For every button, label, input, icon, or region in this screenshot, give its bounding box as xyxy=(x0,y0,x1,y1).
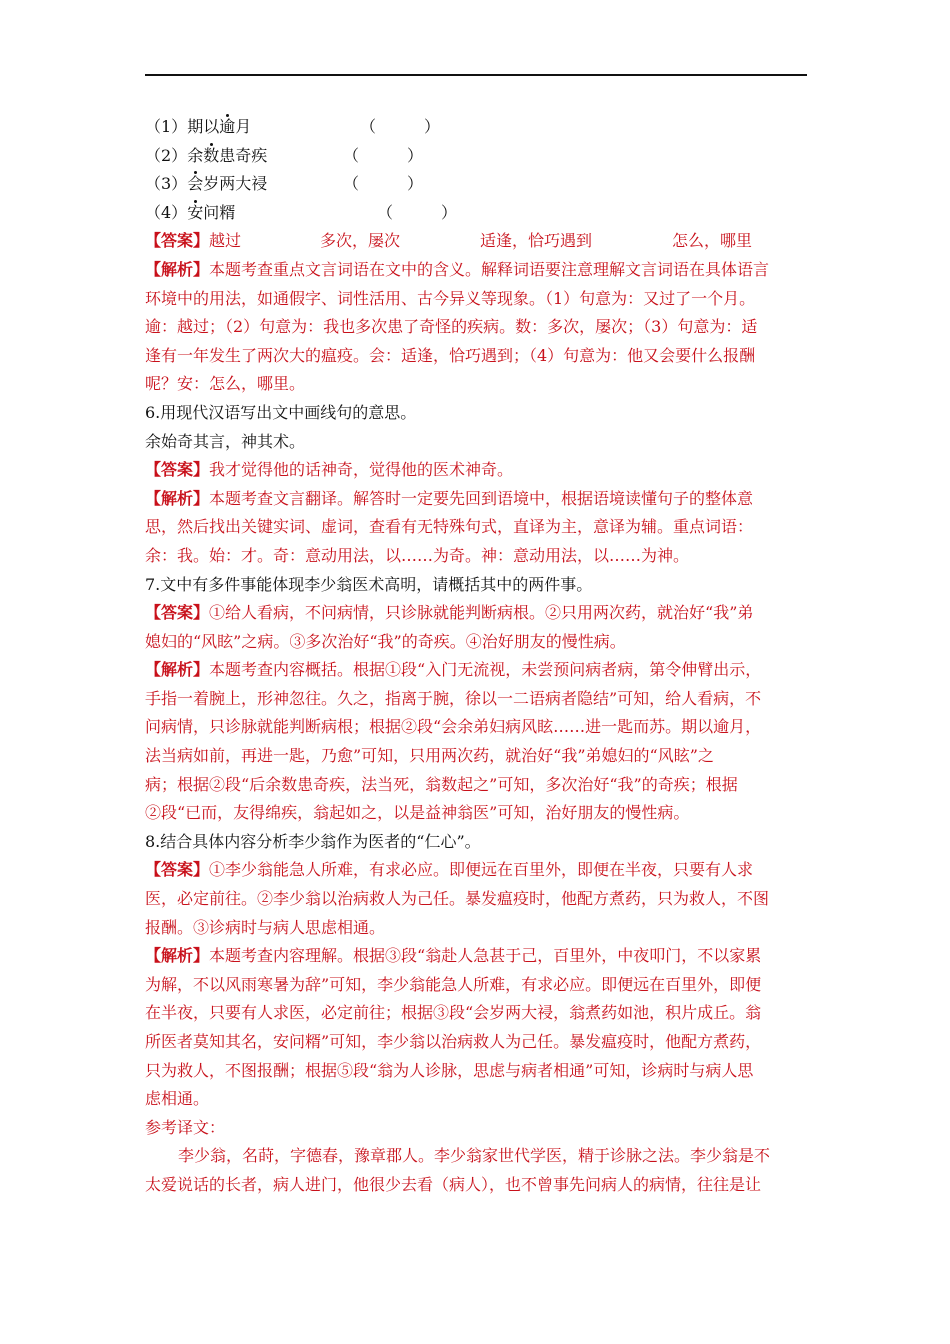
q7-analysis-line: 病；根据②段“后余数患奇疾，法当死，翁数起之”可知，多次治好“我”的奇疾；根据 xyxy=(145,774,738,794)
q5-analysis-line: 环境中的用法，如通假字、词性活用、古今异义等现象。（1）句意为：又过了一个月。 xyxy=(145,288,756,308)
emphasized-char: 安 xyxy=(187,199,203,228)
q5-analysis-line: 逾：越过；（2）句意为：我也多次患了奇怪的疾病。数：多次，屡次；（3）句意为：适 xyxy=(145,317,758,337)
q7-answer-line: 媳妇的“风眩”之病。③多次治好“我”的奇疾。④治好朋友的慢性病。 xyxy=(145,631,626,651)
translation-line: 太爱说话的长者，病人进门，他很少去看（病人），也不曾事先问病人的病情，往往是让 xyxy=(145,1174,762,1194)
q7-analysis-line: 问病情，只诊脉就能判断病根；根据②段“会余弟妇病风眩……进一匙而苏。期以逾月， xyxy=(145,717,762,737)
q5-item-4: （4）安问糈 （ ） xyxy=(145,199,805,228)
q8-analysis-line: 所医者莫知其名，安问糈”可知，李少翁以治病救人为己任。暴发瘟疫时，他配方煮药， xyxy=(145,1032,762,1051)
q7-answer-line: 【答案】①给人看病，不问病情，只诊脉就能判断病根。②只用两次药，就治好“我”弟 xyxy=(145,603,754,623)
q5-analysis-line: 逢有一年发生了两次大的瘟疫。会：适逢，恰巧遇到；（4）句意为：他又会要什么报酬 xyxy=(145,345,756,365)
q5-item-2: （2）余数患奇疾 （ ） xyxy=(145,142,805,171)
header-rule xyxy=(145,74,807,76)
q8-analysis-line: 在半夜，只要有人求医，必定前往；根据③段“会岁两大祲，翁煮药如池，积片成丘。翁 xyxy=(145,1003,762,1023)
q8-analysis-line: 为解，不以风雨寒暑为辞”可知，李少翁能急人所难，有求必应。即便远在百里外，即便 xyxy=(145,974,762,994)
q8-answer-line: 医，必定前往。②李少翁以治病救人为己任。暴发瘟疫时，他配方煮药，只为救人，不图 xyxy=(145,889,770,909)
q7-analysis-line: 法当病如前，再进一匙，乃愈”可知，只用两次药，就治好“我”弟媳妇的“风眩”之 xyxy=(145,746,714,766)
answer-blank: （ ） xyxy=(360,117,441,136)
q8-answer-line: 报酬。③诊病时与病人思虑相通。 xyxy=(145,917,386,937)
emphasized-char: 逾 xyxy=(219,113,235,142)
q6-sentence: 余始奇其言，神其术。 xyxy=(145,431,306,451)
q6-analysis-line: 【解析】本题考查文言翻译。解答时一定要先回到语境中，根据语境读懂句子的整体意 xyxy=(145,488,754,508)
q5-item-3: （3）会岁两大祲 （ ） xyxy=(145,170,805,199)
q5-analysis-line: 呢？安：怎么，哪里。 xyxy=(145,374,306,394)
q8-analysis-line: 只为救人，不图报酬；根据⑤段“翁为人诊脉，思虑与病者相通”可知，诊病时与病人思 xyxy=(145,1060,754,1080)
q8-answer-line: 【答案】①李少翁能急人所难，有求必应。即便远在百里外，即便在半夜，只要有人求 xyxy=(145,860,754,880)
q5-answer: 【答案】越过 多次，屡次 适逢，恰巧遇到 怎么，哪里 xyxy=(145,231,753,251)
q8-question: 8.结合具体内容分析李少翁作为医者的“仁心”。 xyxy=(145,831,481,851)
q7-analysis-line: 【解析】本题考查内容概括。根据①段“入门无流视，未尝预问病者病，第令伸臂出示， xyxy=(145,660,762,680)
translation-line: 李少翁，名莳，字德春，豫章郡人。李少翁家世代学医，精于诊脉之法。李少翁是不 xyxy=(178,1146,771,1166)
q5-analysis-line: 【解析】本题考查重点文言词语在文中的含义。解释词语要注意理解文言词语在具体语言 xyxy=(145,259,770,279)
answer-blank: （ ） xyxy=(343,145,424,165)
emphasized-char: 会 xyxy=(187,170,203,199)
content-body xyxy=(145,113,805,1200)
q6-analysis-line: 余：我。始：才。奇：意动用法，以……为奇。神：意动用法，以……为神。 xyxy=(145,545,690,565)
q7-analysis-line: ②段“已而，友得绵疾，翁起如之，以是益神翁医”可知，治好朋友的慢性病。 xyxy=(145,803,690,823)
q8-analysis-line: 虑相通。 xyxy=(145,1089,210,1109)
q7-question: 7.文中有多件事能体现李少翁医术高明，请概括其中的两件事。 xyxy=(145,574,593,594)
answer-blank: （ ） xyxy=(377,202,458,222)
answer-blank: （ ） xyxy=(343,174,424,194)
q6-answer: 【答案】我才觉得他的话神奇，觉得他的医术神奇。 xyxy=(145,460,514,480)
q6-analysis-line: 思，然后找出关键实词、虚词，查看有无特殊句式，直译为主，意译为辅。重点词语： xyxy=(145,517,754,537)
emphasized-char: 数 xyxy=(203,142,219,171)
q5-item-1: （1）期以逾月 （ ） xyxy=(145,113,805,142)
q7-analysis-line: 手指一着腕上，形神忽往。久之，指离于腕，徐以一二语病者隐结”可知，给人看病，不 xyxy=(145,688,762,708)
q6-question: 6.用现代汉语写出文中画线句的意思。 xyxy=(145,402,417,422)
translation-heading: 参考译文： xyxy=(145,1117,226,1137)
q8-analysis-line: 【解析】本题考查内容理解。根据③段“翁赴人急甚于己，百里外，中夜叩门，不以家累 xyxy=(145,946,762,966)
